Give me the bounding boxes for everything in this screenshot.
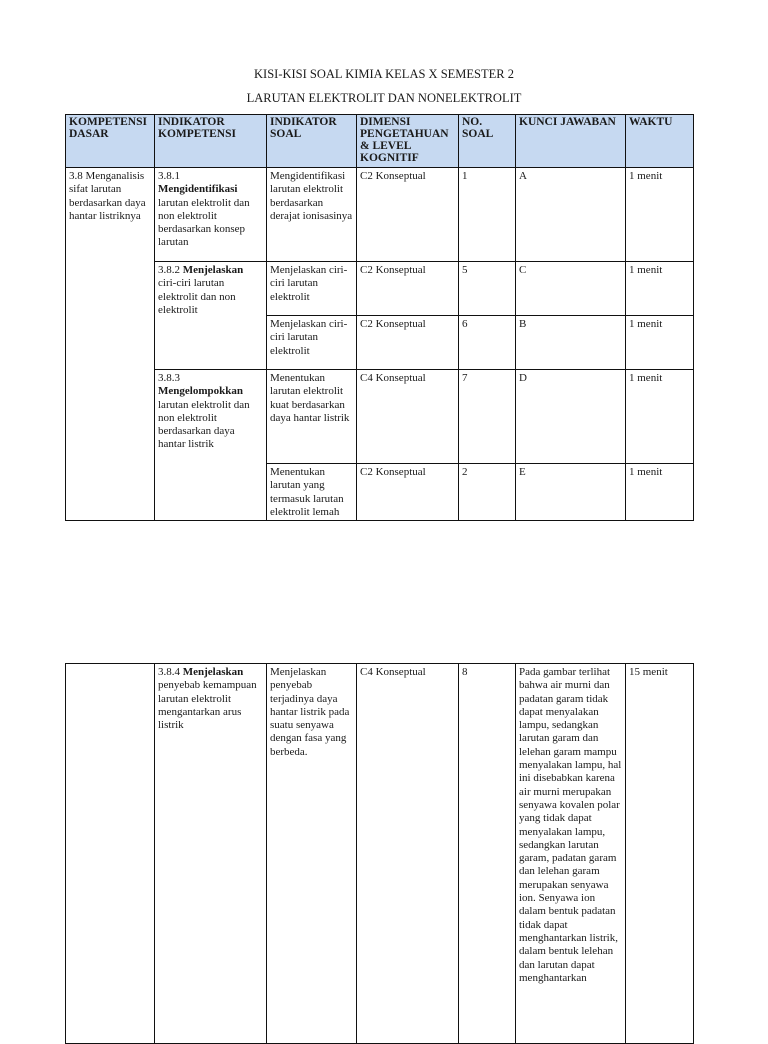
dimensi-cell: C4 Konseptual xyxy=(357,664,459,1044)
table-row xyxy=(66,370,694,464)
kisi-kisi-table xyxy=(65,114,694,521)
waktu-cell: 1 menit xyxy=(626,464,694,521)
indikator-verb: Menjelaskan xyxy=(182,666,244,678)
indikator-kompetensi-cell xyxy=(155,262,267,370)
dimensi-cell: C2 Konseptual xyxy=(357,262,459,316)
indikator-verb: Mengidentifikasi xyxy=(158,183,238,196)
indikator-number: 3.8.2 xyxy=(158,264,180,276)
waktu-cell: 1 menit xyxy=(626,370,694,464)
kisi-kisi-table-continued xyxy=(65,663,694,1044)
indikator-number: 3.8.4 xyxy=(158,666,180,678)
indikator-verb: Mengelompokkan xyxy=(158,385,243,398)
indikator-kompetensi-cell xyxy=(155,664,267,1044)
header-indikator-soal: INDIKATOR SOAL xyxy=(267,115,357,168)
indikator-soal-cell: Menjelaskan ciri-ciri larutan elektrolit xyxy=(267,262,357,316)
dimensi-cell: C2 Konseptual xyxy=(357,464,459,521)
indikator-text: larutan elektrolit dan non elektrolit berdasarkan konsep larutan xyxy=(158,196,250,249)
no-soal-cell: 5 xyxy=(459,262,516,316)
table-header-row xyxy=(66,115,694,168)
no-soal-cell: 8 xyxy=(459,664,516,1044)
indikator-soal-cell: Menjelaskan penyebab terjadinya daya hantar listrik pada suatu senyawa dengan fasa yang berbeda. xyxy=(267,664,357,1044)
table-row xyxy=(66,168,694,262)
document-subtitle: LARUTAN ELEKTROLIT DAN NONELEKTROLIT xyxy=(246,91,522,105)
header-indikator-kompetensi: INDIKATOR KOMPETENSI xyxy=(155,115,267,168)
indikator-text: larutan elektrolit dan non elektrolit berdasarkan daya hantar listrik xyxy=(158,398,250,451)
indikator-kompetensi-cell xyxy=(155,370,267,521)
no-soal-cell: 1 xyxy=(459,168,516,262)
indikator-text: ciri-ciri larutan elektrolit dan non elektrolit xyxy=(158,277,236,316)
indikator-soal-cell: Mengidentifikasi larutan elektrolit berdasarkan derajat ionisasinya xyxy=(267,168,357,262)
indikator-text: penyebab kemampuan larutan elektrolit mengantarkan arus listrik xyxy=(158,679,257,732)
kunci-cell: E xyxy=(516,464,626,521)
no-soal-cell: 7 xyxy=(459,370,516,464)
kunci-cell: B xyxy=(516,316,626,370)
kunci-cell: Pada gambar terlihat bahwa air murni dan padatan garam tidak dapat menyalakan lampu, sedangkan larutan garam dan lelehan garam mampu menyalakan lampu, hal ini disebabkan karena air murni merupakan senyawa kovalen polar yang tidak dapat menyalakan lampu, sedangkan larutan garam, padatan garam dan lelehan garam merupakan senyawa ion. Senyawa ion dalam bentuk padatan tidak dapat menghantarkan listrik, dalam bentuk lelehan dan larutan dapat menghantarkan xyxy=(516,664,626,1044)
indikator-soal-cell: Menentukan larutan elektrolit kuat berdasarkan daya hantar listrik xyxy=(267,370,357,464)
document-title: KISI-KISI SOAL KIMIA KELAS X SEMESTER 2 xyxy=(254,67,514,81)
dimensi-cell: C2 Konseptual xyxy=(357,168,459,262)
header-waktu: WAKTU xyxy=(626,115,694,168)
kunci-cell: C xyxy=(516,262,626,316)
header-kompetensi-dasar: KOMPETENSI DASAR xyxy=(66,115,155,168)
no-soal-cell: 6 xyxy=(459,316,516,370)
indikator-soal-cell: Menjelaskan ciri-ciri larutan elektrolit xyxy=(267,316,357,370)
kompetensi-dasar-cell xyxy=(66,664,155,1044)
header-no-soal: NO. SOAL xyxy=(459,115,516,168)
kunci-cell: A xyxy=(516,168,626,262)
indikator-number: 3.8.3 xyxy=(158,372,180,384)
indikator-kompetensi-cell xyxy=(155,168,267,262)
dimensi-cell: C4 Konseptual xyxy=(357,370,459,464)
indikator-verb: Menjelaskan xyxy=(182,264,244,276)
table-row xyxy=(66,664,694,1044)
no-soal-cell: 2 xyxy=(459,464,516,521)
waktu-cell: 1 menit xyxy=(626,168,694,262)
kunci-cell: D xyxy=(516,370,626,464)
dimensi-cell: C2 Konseptual xyxy=(357,316,459,370)
table-row xyxy=(66,262,694,316)
kompetensi-dasar-cell: 3.8 Menganalisis sifat larutan berdasarkan daya hantar listriknya xyxy=(66,168,155,521)
waktu-cell: 1 menit xyxy=(626,316,694,370)
indikator-soal-cell: Menentukan larutan yang termasuk larutan elektrolit lemah xyxy=(267,464,357,521)
waktu-cell: 15 menit xyxy=(626,664,694,1044)
indikator-number: 3.8.1 xyxy=(158,170,180,182)
header-kunci-jawaban: KUNCI JAWABAN xyxy=(516,115,626,168)
header-dimensi: DIMENSI PENGETAHUAN & LEVEL KOGNITIF xyxy=(357,115,459,168)
waktu-cell: 1 menit xyxy=(626,262,694,316)
